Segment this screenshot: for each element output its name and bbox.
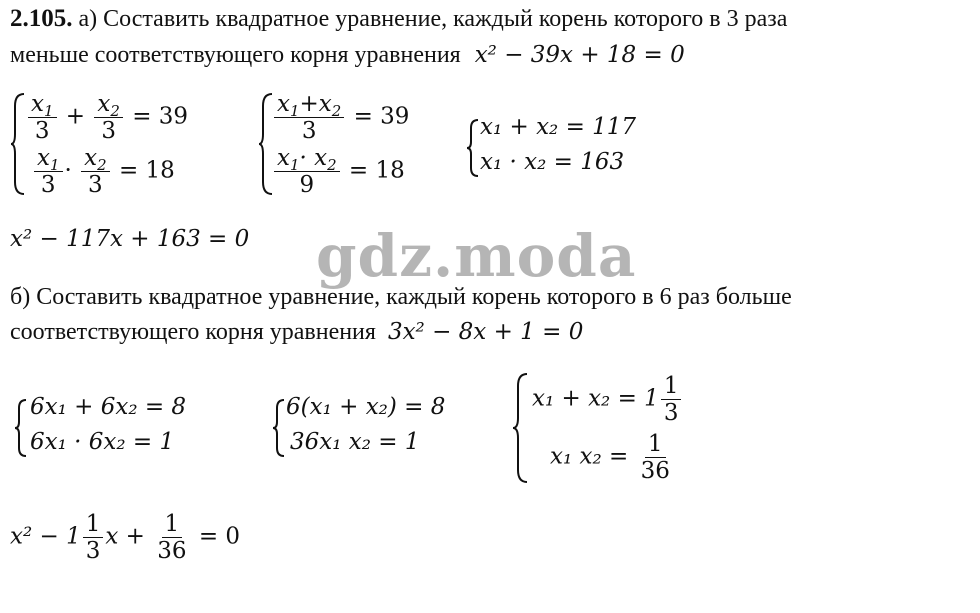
system-a2-eq1-rhs: = 39 <box>353 103 410 130</box>
fraction-one-36th: $\frac{1}{36}$ <box>640 431 670 485</box>
system-a2-eq1: $\frac{x_1+x_2}{3}$ = 39 <box>272 92 409 143</box>
part-b-result <box>10 512 240 563</box>
system-b3-eq2-lhs: x₁ x₂ = <box>550 443 629 470</box>
problem-number: 2.105. <box>10 5 73 32</box>
part-b-text-line2: соответствующего корня уравнения <box>10 319 376 345</box>
part-b-equation: 3x² − 8x + 1 = 0 <box>387 319 584 345</box>
part-b-result-lhs: x² − 1 <box>10 523 81 550</box>
system-b2-eq1: 6(x₁ + x₂) = 8 <box>286 394 446 420</box>
system-a2-eq2: $\frac{x_1\cdot x_2}{9}$ = 18 <box>272 146 405 197</box>
system-a1-eq1-rhs: = 39 <box>132 103 189 130</box>
system-b3-eq2 <box>550 432 675 483</box>
part-b-result-mid: x + <box>105 523 145 550</box>
system-a3-eq2: x₁ · x₂ = 163 <box>480 149 625 175</box>
result-fraction-1: $\frac{1}{3}$ <box>83 512 104 563</box>
brace-b1 <box>14 398 28 458</box>
system-b1-eq2: 6x₁ · 6x₂ = 1 <box>30 429 175 455</box>
result-fraction-2: $\frac{1}{36}$ <box>157 511 187 565</box>
fraction-one-third: $\frac{1}{3}$ <box>661 374 682 425</box>
problem-line-2 <box>10 40 685 70</box>
problem-line-1 <box>10 4 787 34</box>
part-a-text-line2: меньше соответствующего корня уравнения <box>10 42 461 68</box>
system-a2-eq2-rhs: = 18 <box>348 157 405 184</box>
system-b2-eq2: 36x₁ x₂ = 1 <box>290 429 420 455</box>
brace-b2 <box>272 398 286 458</box>
system-b1-eq1: 6x₁ + 6x₂ = 8 <box>30 394 187 420</box>
system-a1-eq2-rhs: = 18 <box>118 157 175 184</box>
brace-a1 <box>10 92 26 196</box>
part-a-result: x² − 117x + 163 = 0 <box>10 226 250 252</box>
system-b3-eq1-lhs: x₁ + x₂ = 1 <box>532 385 659 412</box>
part-b-text-line1: б) Составить квадратное уравнение, каждый корень которого в 6 раз больше <box>10 284 792 310</box>
watermark-logo: gdz.moda <box>316 222 637 290</box>
brace-a3 <box>466 118 480 178</box>
system-b3-eq1 <box>532 374 683 425</box>
system-a1-eq1: $\frac{x_1}{3}$ + $\frac{x_2}{3}$ = 39 <box>26 92 188 143</box>
part-b-result-rhs: = 0 <box>198 523 241 550</box>
system-a3-eq1: x₁ + x₂ = 117 <box>480 114 637 140</box>
brace-b3 <box>512 372 530 484</box>
system-a1-eq2: $\frac{x_1}{3}$ · $\frac{x_2}{3}$ = 18 <box>32 146 175 197</box>
problem-line-b2 <box>10 317 583 347</box>
part-a-equation: x² − 39x + 18 = 0 <box>474 42 685 68</box>
part-a-text-line1: а) Составить квадратное уравнение, каждый корень которого в 3 раза <box>72 6 788 32</box>
